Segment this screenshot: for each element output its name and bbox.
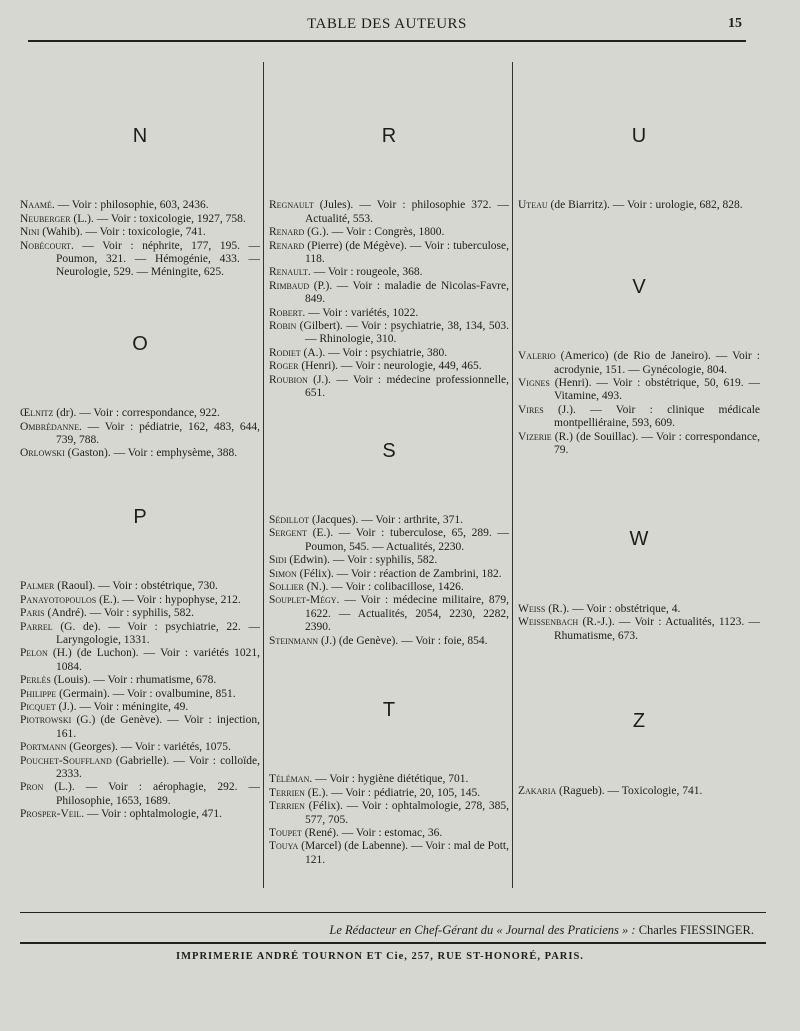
author-references: — Voir : néphrite, 177, 195. — Poumon, 321. — Hémogénie, 433. — Neurologie, 529. — Méningite, 625. (56, 239, 260, 279)
author-entry (269, 199, 509, 226)
author-name: Panayotopoulos (20, 593, 97, 606)
author-entry (518, 350, 760, 377)
author-entry (20, 421, 260, 448)
author-name: Souplet-Mégy. (269, 594, 340, 607)
author-name: Roger (269, 360, 299, 373)
author-name: Vires (518, 403, 544, 416)
author-name: Simon (269, 567, 297, 580)
author-name: Toupet (269, 827, 302, 839)
page-number: 15 (728, 16, 742, 31)
author-entry (20, 213, 260, 226)
editor-credit-title: Le Rédacteur en Chef-Gérant du « Journal des Praticiens » : (329, 923, 636, 937)
author-name: Renard (269, 226, 305, 239)
author-entry (20, 755, 260, 782)
footer-rule-thick (20, 942, 766, 944)
author-references: (Gaston). — Voir : emphysème, 388. (64, 447, 238, 460)
author-name: Terrien (269, 786, 305, 799)
author-references: (de Biarritz). — Voir : urologie, 682, 828. (547, 199, 743, 212)
author-references: (P.). — Voir : maladie de Nicolas-Favre, 849. (305, 279, 509, 306)
section-letter: Z (632, 710, 646, 733)
author-entry (269, 347, 509, 360)
author-name: Téléman. (269, 773, 313, 786)
author-entry (269, 635, 509, 648)
author-references: (René). — Voir : estomac, 36. (301, 827, 443, 839)
author-name: Robert. (269, 306, 306, 319)
author-entry (269, 787, 509, 800)
printer-imprint: IMPRIMERIE ANDRÉ TOURNON ET Cie, 257, RUE ST-HONORÉ, PARIS. (176, 951, 584, 962)
column-2 (269, 60, 509, 867)
author-entry (269, 374, 509, 401)
author-name: Palmer (20, 580, 55, 593)
author-entry (20, 621, 260, 648)
author-entry (518, 431, 760, 458)
author-entry (269, 320, 509, 347)
author-entry (20, 781, 260, 808)
author-references: — Voir : variétés, 1022. (305, 306, 419, 319)
editor-credit (329, 923, 754, 938)
author-references: (E.). — Voir : pédiatrie, 20, 105, 145. (304, 786, 481, 799)
author-references: (Jules). — Voir : philosophie 372. — Actualité, 553. (305, 199, 509, 225)
author-references: (J.). — Voir : méningite, 49. (55, 700, 189, 713)
author-references: (E.). — Voir : hypophyse, 212. (96, 593, 241, 606)
author-entry (269, 594, 509, 634)
author-references: (J.). — Voir : clinique médicale montpelliéraine, 593, 609. (543, 403, 760, 430)
author-references: (E.). — Voir : tuberculose, 65, 289. — Poumon, 545. — Actualités, 2230. (305, 527, 509, 553)
author-references: (André). — Voir : syphilis, 582. (44, 607, 195, 620)
author-name: Prosper-Veil. (20, 808, 85, 821)
page-header (28, 14, 746, 42)
section-letter: T (382, 698, 396, 721)
author-references: (Henri). — Voir : obstétrique, 50, 619. — Vitamine, 493. (549, 377, 760, 403)
section-letter: U (631, 125, 647, 147)
author-entry (518, 199, 760, 212)
author-entry (20, 688, 260, 701)
author-references: (L.). — Voir : toxicologie, 1927, 758. (70, 212, 246, 225)
author-references: (A.). — Voir : psychiatrie, 380. (300, 346, 448, 359)
author-references: — Voir : pédiatrie, 162, 483, 644, 739, 788. (56, 420, 260, 447)
author-name: Picquet (20, 700, 56, 713)
section-letter: S (382, 439, 396, 462)
author-references: — Voir : ophtalmologie, 471. (84, 808, 222, 821)
author-references: (N.). — Voir : colibacillose, 1426. (303, 580, 464, 593)
author-entry (269, 266, 509, 279)
author-references: (Wahib). — Voir : toxicologie, 741. (39, 226, 206, 239)
author-references: (Gabrielle). — Voir : colloïde, 2333. (56, 754, 260, 780)
section-letter: O (132, 332, 148, 355)
author-name: Zakaria (518, 784, 557, 797)
author-entry (269, 307, 509, 320)
author-entry (269, 240, 509, 267)
author-entry (20, 580, 260, 593)
author-entry (518, 377, 760, 404)
author-references: (Pierre) (de Mégève). — Voir : tuberculose, 118. (304, 239, 509, 266)
author-entry (20, 226, 260, 239)
author-references: (J.). — Voir : médecine professionnelle, 651. (305, 373, 509, 400)
author-name: Sidi (269, 554, 287, 567)
author-name: Steinmann (269, 634, 319, 647)
author-name: Vignes (518, 377, 550, 390)
author-entry (269, 581, 509, 594)
section-letter: P (133, 505, 147, 528)
author-name: Renard (269, 239, 305, 252)
author-name: Portmann (20, 741, 67, 754)
author-entry (518, 785, 760, 798)
author-entry (20, 199, 260, 212)
author-references: (G.) (de Genève). — Voir : injection, 161. (56, 714, 260, 740)
author-entry (20, 674, 260, 687)
author-entry (269, 360, 509, 373)
author-references: — Voir : philosophie, 603, 2436. (54, 199, 209, 212)
author-name: Pron (20, 781, 44, 794)
author-name: Neuberger (20, 212, 71, 225)
column-3 (518, 60, 760, 798)
author-entry (269, 527, 509, 554)
author-name: Sollier (269, 580, 304, 593)
author-entry (20, 701, 260, 714)
author-name: Weissenbach (518, 616, 579, 629)
author-name: Weiss (518, 602, 546, 615)
author-name: Touya (269, 840, 299, 853)
author-name: Naamé. (20, 199, 55, 212)
author-name: Paris (20, 607, 45, 620)
author-name: Nobécourt. (20, 239, 74, 252)
author-entry (269, 800, 509, 827)
author-references: (Félix). — Voir : ophtalmologie, 278, 385, 577, 705. (304, 800, 509, 826)
column-divider (512, 62, 513, 888)
author-references: — Voir : rougeole, 368. (310, 266, 423, 279)
column-divider (263, 62, 264, 888)
author-name: Orlowski (20, 447, 65, 460)
author-name: Robin (269, 320, 297, 333)
author-references: (Marcel) (de Labenne). — Voir : mal de Pott, 121. (298, 840, 509, 866)
author-references: — Voir : hygiène diététique, 701. (312, 773, 469, 786)
author-name: Sédillot (269, 513, 310, 526)
author-name: Sergent (269, 527, 307, 540)
author-entry (20, 594, 260, 607)
running-title: TABLE DES AUTEURS (307, 16, 467, 32)
author-entry (269, 827, 509, 840)
author-name: Terrien (269, 800, 305, 813)
author-entry (20, 808, 260, 821)
author-references: (Gilbert). — Voir : psychiatrie, 38, 134, 503. — Rhinologie, 310. (296, 320, 509, 346)
author-references: — Voir : médecine militaire, 879, 1622. — Actualités, 2054, 2230, 2282, 2390. (305, 594, 509, 634)
author-references: (Georges). — Voir : variétés, 1075. (66, 741, 231, 754)
author-name: Roubion (269, 373, 308, 386)
author-references: (G.). — Voir : Congrès, 1800. (304, 226, 445, 239)
author-name: Valerio (518, 350, 556, 363)
author-name: Renault. (269, 266, 311, 279)
author-references: (Americo) (de Rio de Janeiro). — Voir : acrodynie, 151. — Gynécologie, 804. (554, 350, 760, 376)
author-name: Philippe (20, 687, 57, 700)
author-references: (Germain). — Voir : ovalbumine, 851. (56, 687, 236, 700)
author-name: Parrel (20, 620, 53, 633)
author-entry (269, 840, 509, 867)
author-entry (269, 514, 509, 527)
section-letter: W (629, 528, 649, 551)
author-references: (J.) (de Genève). — Voir : foie, 854. (318, 634, 488, 647)
author-entry (20, 447, 260, 460)
author-entry (269, 773, 509, 786)
author-references: (Jacques). — Voir : arthrite, 371. (309, 513, 464, 526)
author-name: Piotrowski (20, 714, 72, 727)
author-entry (269, 226, 509, 239)
author-entry (518, 603, 760, 616)
author-entry (269, 554, 509, 567)
author-name: Perlès (20, 674, 51, 687)
author-entry (20, 240, 260, 280)
author-references: (Ragueb). — Toxicologie, 741. (556, 784, 703, 797)
author-name: Œlnitz (20, 407, 54, 420)
author-name: Pouchet-Souffland (20, 754, 112, 767)
section-letter: V (632, 275, 646, 298)
column-1 (20, 60, 260, 822)
section-letter: N (132, 125, 148, 147)
author-references: (R.-J.). — Voir : Actualités, 1123. — Rhumatisme, 673. (554, 616, 760, 642)
author-name: Rodiet (269, 346, 301, 359)
author-name: Ombrédanne. (20, 420, 82, 433)
author-entry (269, 568, 509, 581)
author-references: (Raoul). — Voir : obstétrique, 730. (54, 580, 218, 593)
author-entry (20, 407, 260, 420)
author-name: Pelon (20, 647, 48, 660)
author-name: Rimbaud (269, 279, 310, 292)
section-letter: R (381, 125, 397, 147)
author-references: (Félix). — Voir : réaction de Zambrini, 182. (296, 567, 502, 580)
author-name: Uteau (518, 199, 548, 212)
author-entry (518, 404, 760, 431)
author-entry (20, 741, 260, 754)
author-name: Vizerie (518, 430, 552, 443)
author-name: Regnault (269, 199, 314, 212)
author-entry (518, 616, 760, 643)
author-entry (20, 607, 260, 620)
editor-credit-name: Charles FIESSINGER. (635, 923, 754, 937)
author-name: Nini (20, 226, 40, 239)
author-references: (R.) (de Souillac). — Voir : correspondance, 79. (551, 430, 760, 457)
author-references: (L.). — Voir : aérophagie, 292. — Philosophie, 1653, 1689. (43, 781, 260, 807)
author-references: (Edwin). — Voir : syphilis, 582. (286, 554, 438, 567)
author-references: (G. de). — Voir : psychiatrie, 22. — Laryngologie, 1331. (52, 620, 260, 646)
author-entry (20, 647, 260, 674)
author-references: (H.) (de Luchon). — Voir : variétés 1021, 1084. (47, 647, 260, 673)
author-entry (269, 280, 509, 307)
author-entry (20, 714, 260, 741)
author-references: (R.). — Voir : obstétrique, 4. (545, 602, 681, 615)
author-references: (dr). — Voir : correspondance, 922. (53, 407, 220, 420)
footer-rule (20, 912, 766, 913)
author-references: (Henri). — Voir : neurologie, 449, 465. (298, 360, 482, 373)
author-references: (Louis). — Voir : rhumatisme, 678. (50, 674, 217, 687)
